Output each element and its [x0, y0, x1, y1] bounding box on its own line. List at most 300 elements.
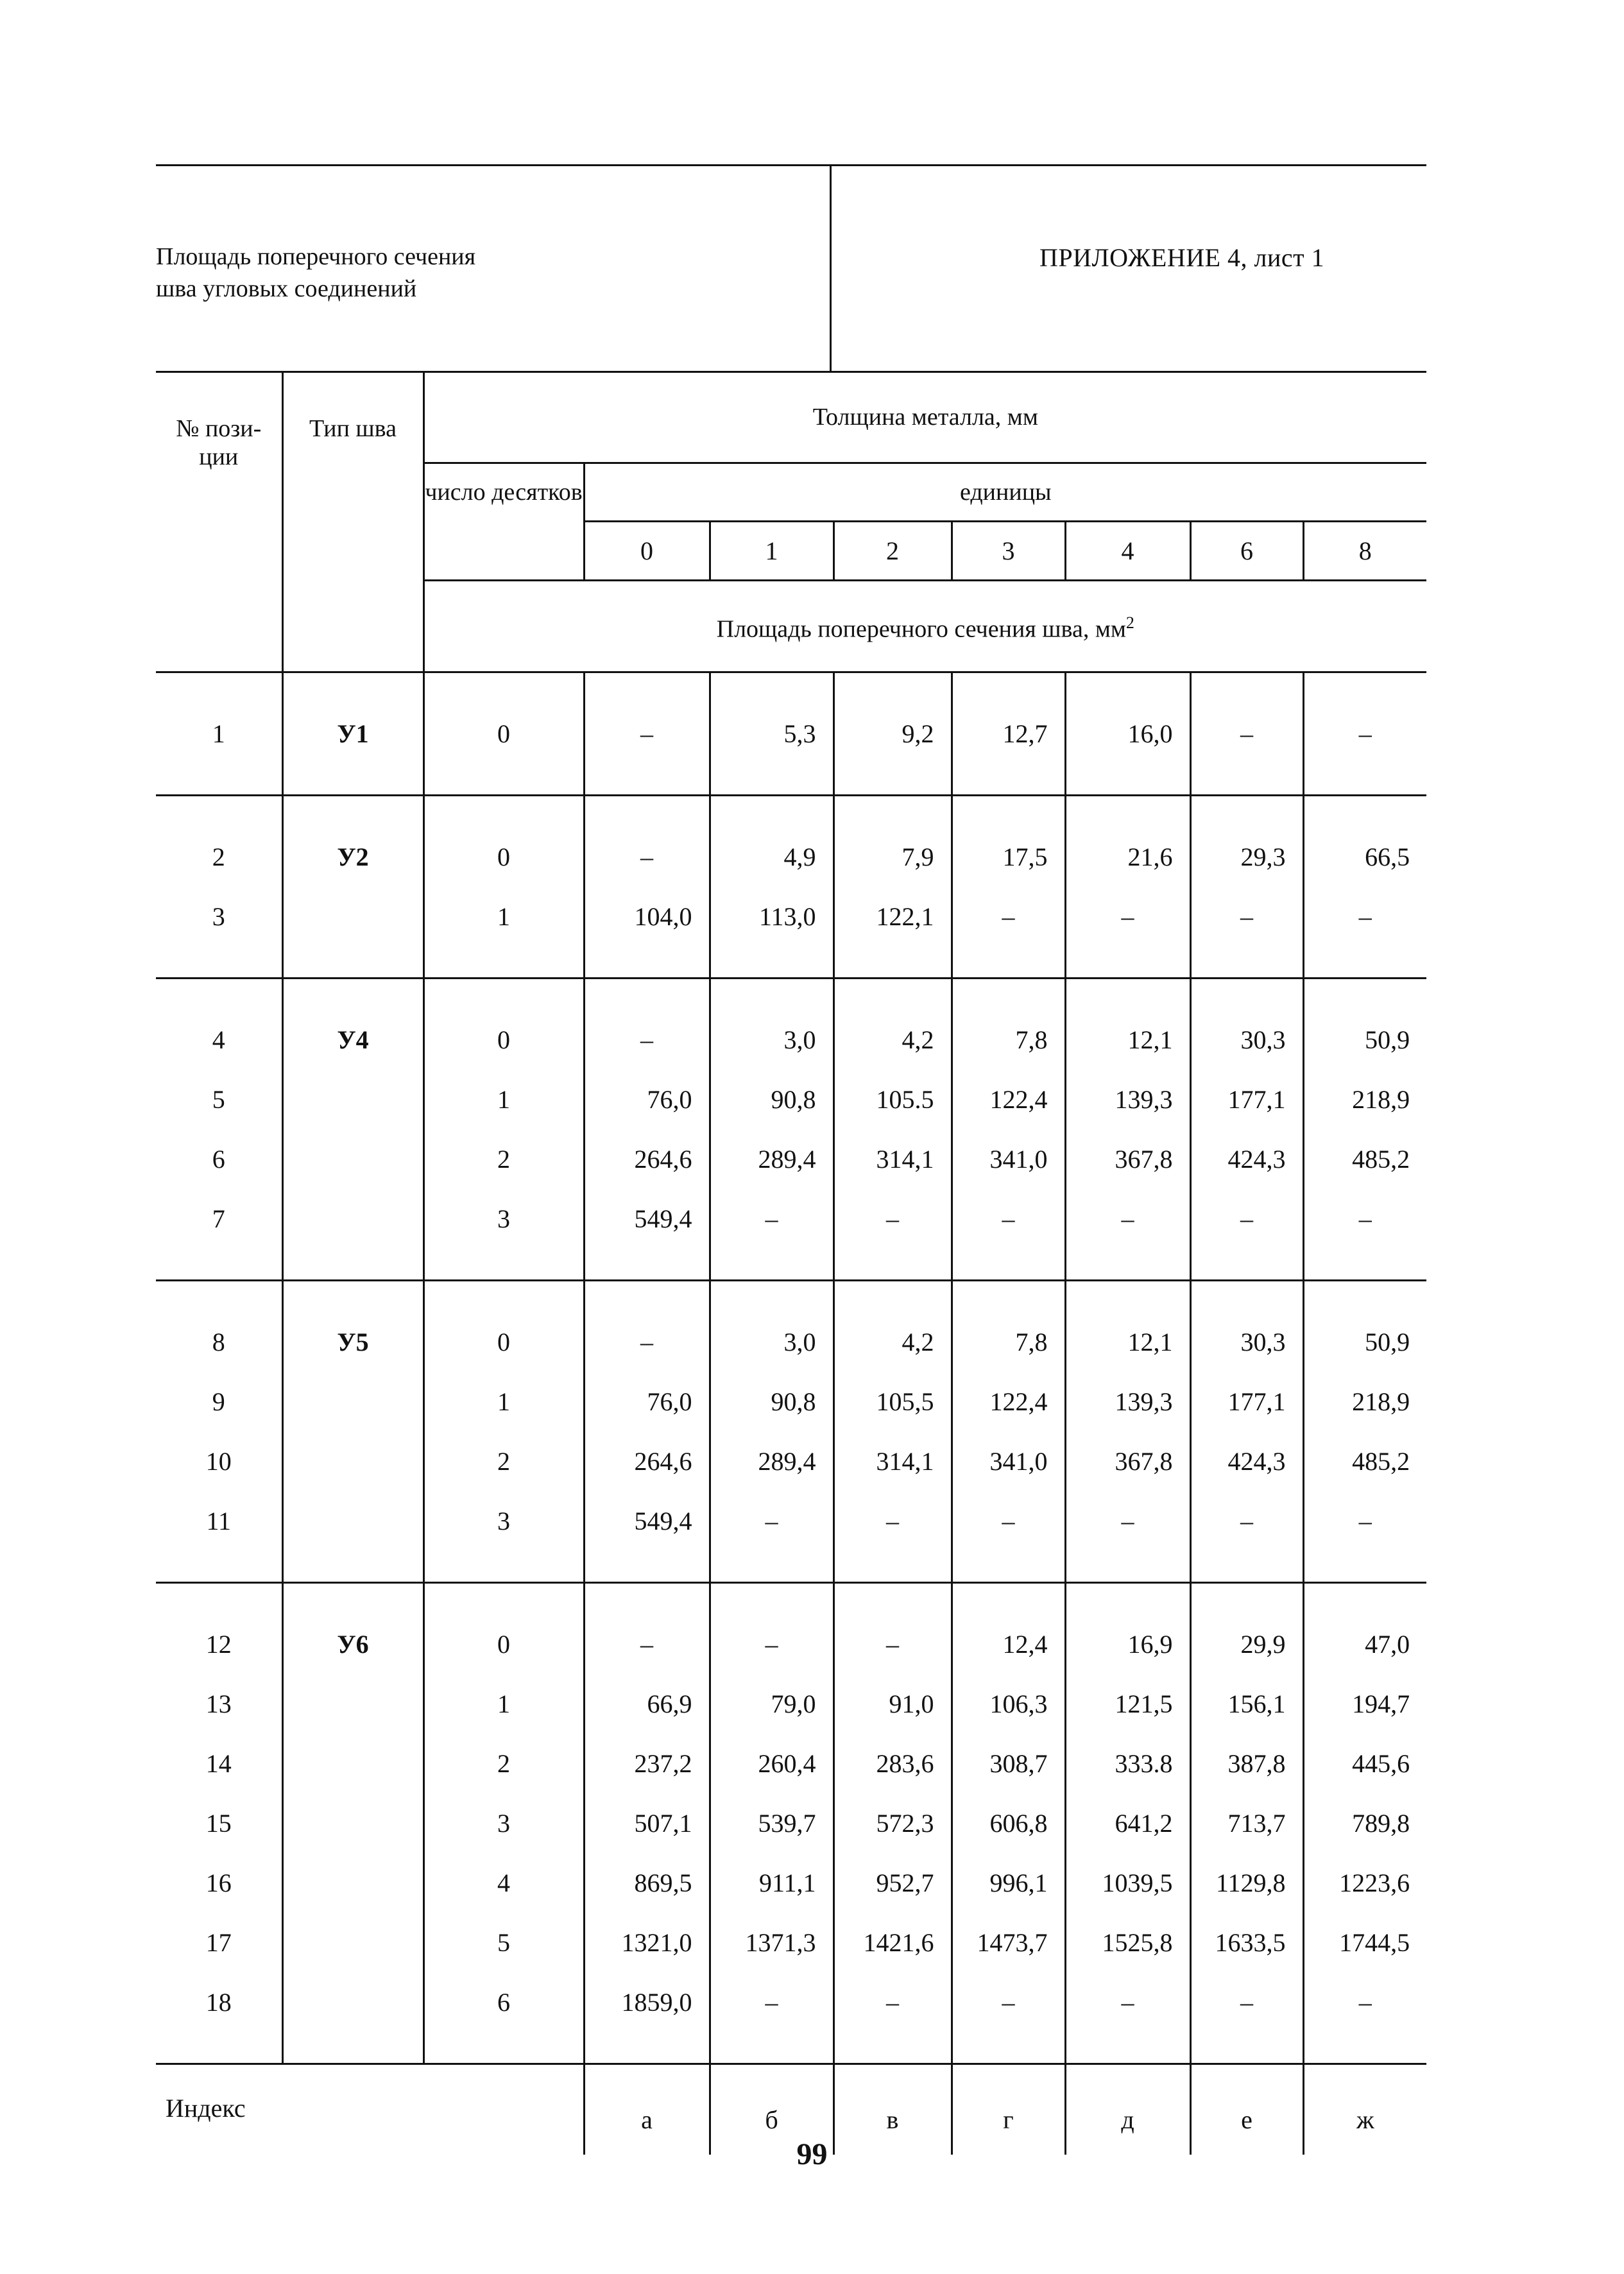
- area-value-cell: 4,9: [710, 827, 833, 887]
- spacer-cell: [584, 796, 710, 828]
- spacer-cell: [1065, 1281, 1190, 1313]
- group-spacer: [156, 764, 1426, 796]
- tens-cell: 2: [423, 1734, 584, 1793]
- table-row: [156, 1793, 1426, 1853]
- weld-type-cell: [282, 1129, 423, 1189]
- spacer-cell: [423, 672, 584, 705]
- spacer-cell: [156, 1551, 282, 1583]
- spacer-cell: [710, 946, 833, 979]
- area-value-cell: 16,9: [1065, 1614, 1190, 1674]
- spacer-cell: [282, 979, 423, 1011]
- unit-value-6: 8: [1303, 522, 1426, 581]
- position-cell: 9: [212, 1387, 225, 1416]
- position-cell: 11: [206, 1507, 231, 1535]
- area-value-cell: 283,6: [833, 1734, 952, 1793]
- index-letter-cell: д: [1065, 2064, 1190, 2155]
- weld-type-cell: [282, 1913, 423, 1972]
- area-value-cell: 3,0: [710, 1010, 833, 1070]
- weld-type-cell: [282, 887, 423, 946]
- spacer-cell: [1190, 1281, 1303, 1313]
- area-value-cell: –: [584, 1312, 710, 1372]
- spacer-cell: [423, 2032, 584, 2064]
- spacer-cell: [1190, 672, 1303, 705]
- area-value-cell: 76,0: [584, 1070, 710, 1129]
- unit-value-4: 4: [1065, 522, 1190, 581]
- area-value-cell: –: [1065, 1189, 1190, 1249]
- group-spacer: [156, 1551, 1426, 1583]
- tens-cell: 5: [423, 1913, 584, 1972]
- position-cell: 2: [212, 842, 225, 871]
- area-value-cell: 264,6: [584, 1129, 710, 1189]
- area-value-cell: 911,1: [710, 1853, 833, 1913]
- area-value-cell: 1525,8: [1065, 1913, 1190, 1972]
- area-value-cell: 641,2: [1065, 1793, 1190, 1853]
- area-value-cell: 76,0: [584, 1372, 710, 1432]
- position-cell: 5: [212, 1085, 225, 1114]
- spacer-cell: [423, 1583, 584, 1615]
- area-value-cell: 66,5: [1303, 827, 1426, 887]
- area-value-cell: –: [1303, 1491, 1426, 1551]
- area-value-cell: –: [584, 1010, 710, 1070]
- area-value-cell: –: [1190, 1972, 1303, 2032]
- area-value-cell: 139,3: [1065, 1372, 1190, 1432]
- area-value-cell: 139,3: [1065, 1070, 1190, 1129]
- area-value-cell: 122,1: [833, 887, 952, 946]
- column-area-label: Площадь поперечного сечения шва, мм: [716, 615, 1126, 643]
- spacer-cell: [282, 1249, 423, 1281]
- spacer-cell: [1065, 979, 1190, 1011]
- area-value-cell: –: [584, 827, 710, 887]
- table-row: [156, 1614, 1426, 1674]
- area-value-cell: –: [952, 887, 1065, 946]
- area-value-cell: –: [833, 1972, 952, 2032]
- area-value-cell: –: [710, 1614, 833, 1674]
- weld-type-cell: [282, 1189, 423, 1249]
- weld-type-cell: [282, 1972, 423, 2032]
- area-value-cell: 367,8: [1065, 1432, 1190, 1491]
- spacer-cell: [282, 1281, 423, 1313]
- group-spacer: [156, 672, 1426, 705]
- weld-type-cell: [282, 1674, 423, 1734]
- area-value-cell: 21,6: [1065, 827, 1190, 887]
- index-letter-cell: б: [710, 2064, 833, 2155]
- area-value-cell: 7,8: [952, 1312, 1065, 1372]
- spacer-cell: [584, 979, 710, 1011]
- area-value-cell: 1129,8: [1190, 1853, 1303, 1913]
- column-weld-type-label: Тип шва: [309, 415, 397, 442]
- area-value-cell: 1859,0: [584, 1972, 710, 2032]
- position-cell: 16: [205, 1868, 232, 1897]
- area-value-cell: –: [710, 1972, 833, 2032]
- spacer-cell: [282, 1551, 423, 1583]
- area-value-cell: 105,5: [833, 1372, 952, 1432]
- area-value-cell: 5,3: [710, 704, 833, 764]
- weld-area-table: [156, 372, 1426, 2155]
- position-cell: 13: [205, 1689, 232, 1718]
- area-value-cell: 606,8: [952, 1793, 1065, 1853]
- area-value-cell: 1633,5: [1190, 1913, 1303, 1972]
- spacer-cell: [1065, 946, 1190, 979]
- weld-type-cell: У1: [282, 704, 423, 764]
- column-tens: [423, 463, 584, 581]
- area-value-cell: 507,1: [584, 1793, 710, 1853]
- area-value-cell: –: [833, 1491, 952, 1551]
- spacer-cell: [710, 796, 833, 828]
- spacer-cell: [952, 1281, 1065, 1313]
- tens-cell: 0: [423, 1010, 584, 1070]
- appendix-label: ПРИЛОЖЕНИЕ 4, лист 1: [1039, 243, 1325, 272]
- spacer-cell: [1303, 1551, 1426, 1583]
- table-row: [156, 1312, 1426, 1372]
- spacer-cell: [710, 1249, 833, 1281]
- area-value-cell: 869,5: [584, 1853, 710, 1913]
- area-value-cell: 237,2: [584, 1734, 710, 1793]
- column-area: [423, 581, 1426, 672]
- area-value-cell: 30,3: [1190, 1010, 1303, 1070]
- spacer-cell: [1065, 2032, 1190, 2064]
- area-value-cell: 7,8: [952, 1010, 1065, 1070]
- index-label: Индекс: [166, 2094, 246, 2123]
- column-area-superscript: 2: [1125, 613, 1134, 633]
- spacer-cell: [952, 764, 1065, 796]
- spacer-cell: [833, 1583, 952, 1615]
- area-value-cell: 549,4: [584, 1491, 710, 1551]
- area-value-cell: 12,1: [1065, 1312, 1190, 1372]
- spacer-cell: [423, 979, 584, 1011]
- area-value-cell: 1371,3: [710, 1913, 833, 1972]
- area-value-cell: –: [710, 1189, 833, 1249]
- area-value-cell: 289,4: [710, 1432, 833, 1491]
- area-value-cell: 4,2: [833, 1312, 952, 1372]
- tens-cell: 1: [423, 1372, 584, 1432]
- spacer-cell: [1065, 796, 1190, 828]
- area-value-cell: 106,3: [952, 1674, 1065, 1734]
- unit-value-3: 3: [952, 522, 1065, 581]
- position-cell: 6: [212, 1145, 225, 1174]
- spacer-cell: [1303, 1249, 1426, 1281]
- header-top-rule: [156, 164, 1426, 166]
- weld-type-cell: [282, 1734, 423, 1793]
- spacer-cell: [1303, 672, 1426, 705]
- area-value-cell: 218,9: [1303, 1372, 1426, 1432]
- spacer-cell: [584, 1249, 710, 1281]
- table-row: [156, 827, 1426, 887]
- spacer-cell: [710, 979, 833, 1011]
- area-value-cell: 387,8: [1190, 1734, 1303, 1793]
- spacer-cell: [1190, 796, 1303, 828]
- spacer-cell: [1065, 764, 1190, 796]
- weld-type-cell: [282, 1432, 423, 1491]
- table-row: [156, 1432, 1426, 1491]
- weld-type-cell: [282, 1491, 423, 1551]
- position-cell: 12: [205, 1630, 232, 1659]
- column-units: [584, 463, 1426, 522]
- spacer-cell: [710, 672, 833, 705]
- spacer-cell: [1303, 764, 1426, 796]
- area-value-cell: 485,2: [1303, 1432, 1426, 1491]
- area-value-cell: 3,0: [710, 1312, 833, 1372]
- spacer-cell: [833, 1281, 952, 1313]
- table-row: [156, 1674, 1426, 1734]
- index-letter-cell: а: [584, 2064, 710, 2155]
- area-value-cell: 572,3: [833, 1793, 952, 1853]
- spacer-cell: [710, 1583, 833, 1615]
- tens-cell: 1: [423, 1070, 584, 1129]
- area-value-cell: –: [710, 1491, 833, 1551]
- spacer-cell: [423, 1551, 584, 1583]
- spacer-cell: [584, 1551, 710, 1583]
- area-value-cell: 713,7: [1190, 1793, 1303, 1853]
- table-row: [156, 887, 1426, 946]
- group-spacer: [156, 2032, 1426, 2064]
- area-value-cell: –: [1190, 887, 1303, 946]
- spacer-cell: [952, 979, 1065, 1011]
- area-value-cell: 789,8: [1303, 1793, 1426, 1853]
- area-value-cell: 194,7: [1303, 1674, 1426, 1734]
- spacer-cell: [1303, 979, 1426, 1011]
- area-value-cell: 341,0: [952, 1129, 1065, 1189]
- area-value-cell: –: [1303, 704, 1426, 764]
- area-value-cell: 122,4: [952, 1070, 1065, 1129]
- table-body: [156, 672, 1426, 2155]
- area-value-cell: 47,0: [1303, 1614, 1426, 1674]
- spacer-cell: [1065, 672, 1190, 705]
- spacer-cell: [1190, 1249, 1303, 1281]
- spacer-cell: [1303, 1281, 1426, 1313]
- area-value-cell: 424,3: [1190, 1129, 1303, 1189]
- area-value-cell: 121,5: [1065, 1674, 1190, 1734]
- spacer-cell: [952, 1583, 1065, 1615]
- area-value-cell: 539,7: [710, 1793, 833, 1853]
- table-header: [156, 372, 1426, 672]
- tens-cell: 0: [423, 827, 584, 887]
- spacer-cell: [584, 1583, 710, 1615]
- tens-cell: 2: [423, 1129, 584, 1189]
- table-row: [156, 1972, 1426, 2032]
- spacer-cell: [584, 946, 710, 979]
- area-value-cell: 1039,5: [1065, 1853, 1190, 1913]
- spacer-cell: [710, 1551, 833, 1583]
- spacer-cell: [833, 1249, 952, 1281]
- spacer-cell: [952, 1249, 1065, 1281]
- spacer-cell: [833, 1551, 952, 1583]
- area-value-cell: 1473,7: [952, 1913, 1065, 1972]
- area-value-cell: 1321,0: [584, 1913, 710, 1972]
- area-value-cell: 260,4: [710, 1734, 833, 1793]
- table-row: [156, 1010, 1426, 1070]
- table-row: [156, 1734, 1426, 1793]
- area-value-cell: 30,3: [1190, 1312, 1303, 1372]
- tens-cell: 3: [423, 1189, 584, 1249]
- position-cell: 4: [212, 1025, 225, 1054]
- area-value-cell: –: [1065, 1491, 1190, 1551]
- spacer-cell: [1190, 1583, 1303, 1615]
- spacer-cell: [282, 946, 423, 979]
- spacer-cell: [1303, 2032, 1426, 2064]
- table-row: [156, 1913, 1426, 1972]
- spacer-cell: [833, 796, 952, 828]
- spacer-cell: [156, 946, 282, 979]
- spacer-cell: [282, 796, 423, 828]
- index-letter-cell: в: [833, 2064, 952, 2155]
- spacer-cell: [423, 1281, 584, 1313]
- area-value-cell: 996,1: [952, 1853, 1065, 1913]
- position-cell: 14: [205, 1749, 232, 1778]
- area-value-cell: –: [584, 704, 710, 764]
- area-value-cell: 264,6: [584, 1432, 710, 1491]
- spacer-cell: [833, 2032, 952, 2064]
- page-number: 99: [796, 2137, 828, 2171]
- tens-cell: 6: [423, 1972, 584, 2032]
- area-value-cell: 105.5: [833, 1070, 952, 1129]
- area-value-cell: 90,8: [710, 1070, 833, 1129]
- column-position: [156, 372, 282, 672]
- spacer-cell: [282, 1583, 423, 1615]
- position-cell: 10: [205, 1447, 232, 1476]
- area-value-cell: 4,2: [833, 1010, 952, 1070]
- spacer-cell: [423, 796, 584, 828]
- group-spacer: [156, 1249, 1426, 1281]
- area-value-cell: 1421,6: [833, 1913, 952, 1972]
- area-value-cell: –: [1065, 1972, 1190, 2032]
- spacer-cell: [156, 979, 282, 1011]
- spacer-cell: [282, 2032, 423, 2064]
- spacer-cell: [156, 796, 282, 828]
- spacer-cell: [584, 672, 710, 705]
- tens-cell: 1: [423, 887, 584, 946]
- spacer-cell: [952, 2032, 1065, 2064]
- spacer-cell: [156, 2032, 282, 2064]
- area-value-cell: 50,9: [1303, 1010, 1426, 1070]
- table-row: [156, 1853, 1426, 1913]
- spacer-cell: [1065, 1583, 1190, 1615]
- position-cell: 18: [205, 1988, 232, 2017]
- spacer-cell: [1303, 946, 1426, 979]
- unit-value-1: 1: [710, 522, 833, 581]
- area-value-cell: 66,9: [584, 1674, 710, 1734]
- area-value-cell: –: [833, 1614, 952, 1674]
- spacer-cell: [584, 764, 710, 796]
- index-letter-cell: ж: [1303, 2064, 1426, 2155]
- group-spacer: [156, 796, 1426, 828]
- spacer-cell: [952, 1551, 1065, 1583]
- table-row: [156, 1070, 1426, 1129]
- position-cell: 3: [212, 902, 225, 931]
- spacer-cell: [952, 672, 1065, 705]
- position-cell: 8: [212, 1328, 225, 1356]
- spacer-cell: [1190, 946, 1303, 979]
- column-thickness-label: Толщина металла, мм: [812, 404, 1038, 431]
- spacer-cell: [156, 1583, 282, 1615]
- area-value-cell: 177,1: [1190, 1070, 1303, 1129]
- spacer-cell: [423, 1249, 584, 1281]
- group-spacer: [156, 1583, 1426, 1615]
- index-letter-cell: е: [1190, 2064, 1303, 2155]
- area-value-cell: 314,1: [833, 1129, 952, 1189]
- area-value-cell: 29,3: [1190, 827, 1303, 887]
- area-value-cell: 12,4: [952, 1614, 1065, 1674]
- spacer-cell: [952, 796, 1065, 828]
- area-value-cell: 122,4: [952, 1372, 1065, 1432]
- spacer-cell: [1303, 1583, 1426, 1615]
- area-value-cell: 549,4: [584, 1189, 710, 1249]
- unit-value-0: 0: [584, 522, 710, 581]
- tens-cell: 0: [423, 1614, 584, 1674]
- area-value-cell: 1223,6: [1303, 1853, 1426, 1913]
- tens-cell: 4: [423, 1853, 584, 1913]
- group-spacer: [156, 1281, 1426, 1313]
- weld-type-cell: [282, 1793, 423, 1853]
- position-cell: 15: [205, 1809, 232, 1838]
- column-position-label: № пози- ции: [176, 415, 262, 470]
- area-value-cell: –: [1303, 887, 1426, 946]
- area-value-cell: –: [1190, 704, 1303, 764]
- unit-value-2: 2: [833, 522, 952, 581]
- table-row: [156, 1491, 1426, 1551]
- group-spacer: [156, 946, 1426, 979]
- area-value-cell: –: [952, 1491, 1065, 1551]
- area-value-cell: 104,0: [584, 887, 710, 946]
- spacer-cell: [156, 1281, 282, 1313]
- header-title-line1: Площадь поперечного сечения: [156, 243, 476, 270]
- spacer-cell: [584, 1281, 710, 1313]
- spacer-cell: [833, 979, 952, 1011]
- unit-value-5: 6: [1190, 522, 1303, 581]
- area-value-cell: 16,0: [1065, 704, 1190, 764]
- area-value-cell: 367,8: [1065, 1129, 1190, 1189]
- spacer-cell: [156, 672, 282, 705]
- spacer-cell: [710, 1281, 833, 1313]
- spacer-cell: [1190, 1551, 1303, 1583]
- index-letter-cell: г: [952, 2064, 1065, 2155]
- area-value-cell: 113,0: [710, 887, 833, 946]
- area-value-cell: 12,1: [1065, 1010, 1190, 1070]
- spacer-cell: [952, 946, 1065, 979]
- area-value-cell: 445,6: [1303, 1734, 1426, 1793]
- header-divider: [830, 164, 832, 371]
- header-title: [156, 241, 798, 305]
- spacer-cell: [584, 2032, 710, 2064]
- header-title-line2: шва угловых соединений: [156, 275, 417, 302]
- area-value-cell: 424,3: [1190, 1432, 1303, 1491]
- area-value-cell: –: [1303, 1972, 1426, 2032]
- spacer-cell: [1190, 2032, 1303, 2064]
- spacer-cell: [423, 764, 584, 796]
- column-tens-label: число десятков: [425, 479, 583, 506]
- area-value-cell: 50,9: [1303, 1312, 1426, 1372]
- area-value-cell: –: [833, 1189, 952, 1249]
- tens-cell: 0: [423, 704, 584, 764]
- area-value-cell: –: [1190, 1491, 1303, 1551]
- area-value-cell: 341,0: [952, 1432, 1065, 1491]
- position-cell: 1: [212, 719, 225, 748]
- area-value-cell: 952,7: [833, 1853, 952, 1913]
- weld-type-cell: [282, 1372, 423, 1432]
- weld-type-cell: [282, 1853, 423, 1913]
- group-spacer: [156, 979, 1426, 1011]
- area-value-cell: 333.8: [1065, 1734, 1190, 1793]
- spacer-cell: [156, 1249, 282, 1281]
- area-value-cell: 79,0: [710, 1674, 833, 1734]
- weld-type-cell: У4: [282, 1010, 423, 1070]
- area-value-cell: 91,0: [833, 1674, 952, 1734]
- tens-cell: 3: [423, 1793, 584, 1853]
- area-value-cell: 12,7: [952, 704, 1065, 764]
- tens-cell: 0: [423, 1312, 584, 1372]
- weld-type-cell: У5: [282, 1312, 423, 1372]
- area-value-cell: –: [952, 1972, 1065, 2032]
- spacer-cell: [1065, 1249, 1190, 1281]
